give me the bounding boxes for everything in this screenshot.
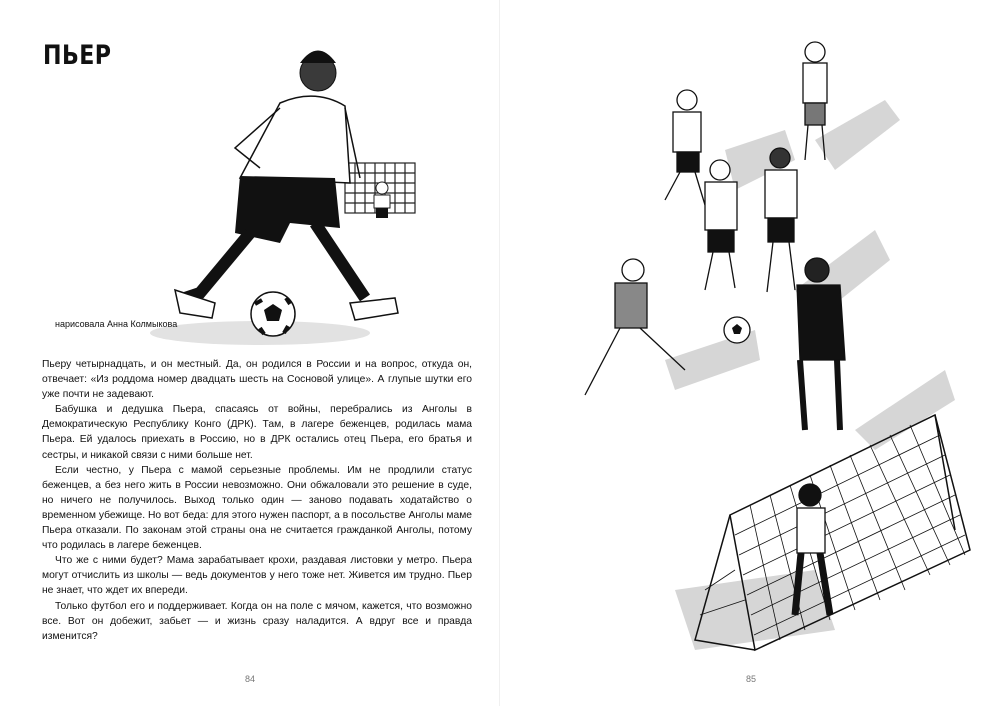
article-body: [42, 357, 472, 644]
right-page: [500, 0, 1000, 706]
page-number-right: 85: [746, 674, 757, 684]
paragraph: Только футбол его и поддерживает. Когда он на поле с мячом, кажется, что возможно все. Вот он добежит, забьет — и жизнь сразу наладится. А вдруг все и правда изменится?: [42, 600, 472, 642]
paragraph: Бабушка и дедушка Пьера, спасаясь от войны, перебрались из Анголы в Демократическую Республику Конго (ДРК). Там, в лагере беженцев, родилась мама Пьера. Ей удалось приехать в Россию, но в ДРК остались отец Пьера, его братья и сестры, и никакой связи с ними больше нет.: [42, 404, 472, 461]
paragraph: Пьеру четырнадцать, и он местный. Да, он родился в России и на вопрос, откуда он, отвечает: «Из роддома номер двадцать шесть на Сосновой улице». А глупые шутки его уже почти не задевают.: [42, 359, 472, 401]
paragraph: Что же с ними будет? Мама зарабатывает крохи, раздавая листовки у метро. Пьера могут отчислить из школы — ведь документов у него тоже нет. Живется им трудно. Пьер не знает, что ждет их впереди.: [42, 555, 472, 597]
paragraph: Если честно, у Пьера с мамой серьезные проблемы. Им не продлили статус беженцев, а без него жить в России невозможно. Они обжаловали это решение в суде, но ничего не получилось. Выход только один — заново подавать ходатайство о временном убежище. Но вот беда: для этого нужен паспорт, а в посольстве Анголы маме Пьера отказали. По законам этой страны она не считается гражданкой Анголы, потому что родилась в лагере беженцев.: [42, 464, 472, 552]
children-playing-football-illustration: [555, 30, 995, 680]
illustrator-credit: нарисовала Анна Колмыкова: [55, 319, 178, 329]
page-title: ПЬЕР: [43, 40, 112, 71]
page-number-left: 84: [245, 674, 256, 684]
boy-kicking-ball-illustration: [140, 28, 420, 348]
